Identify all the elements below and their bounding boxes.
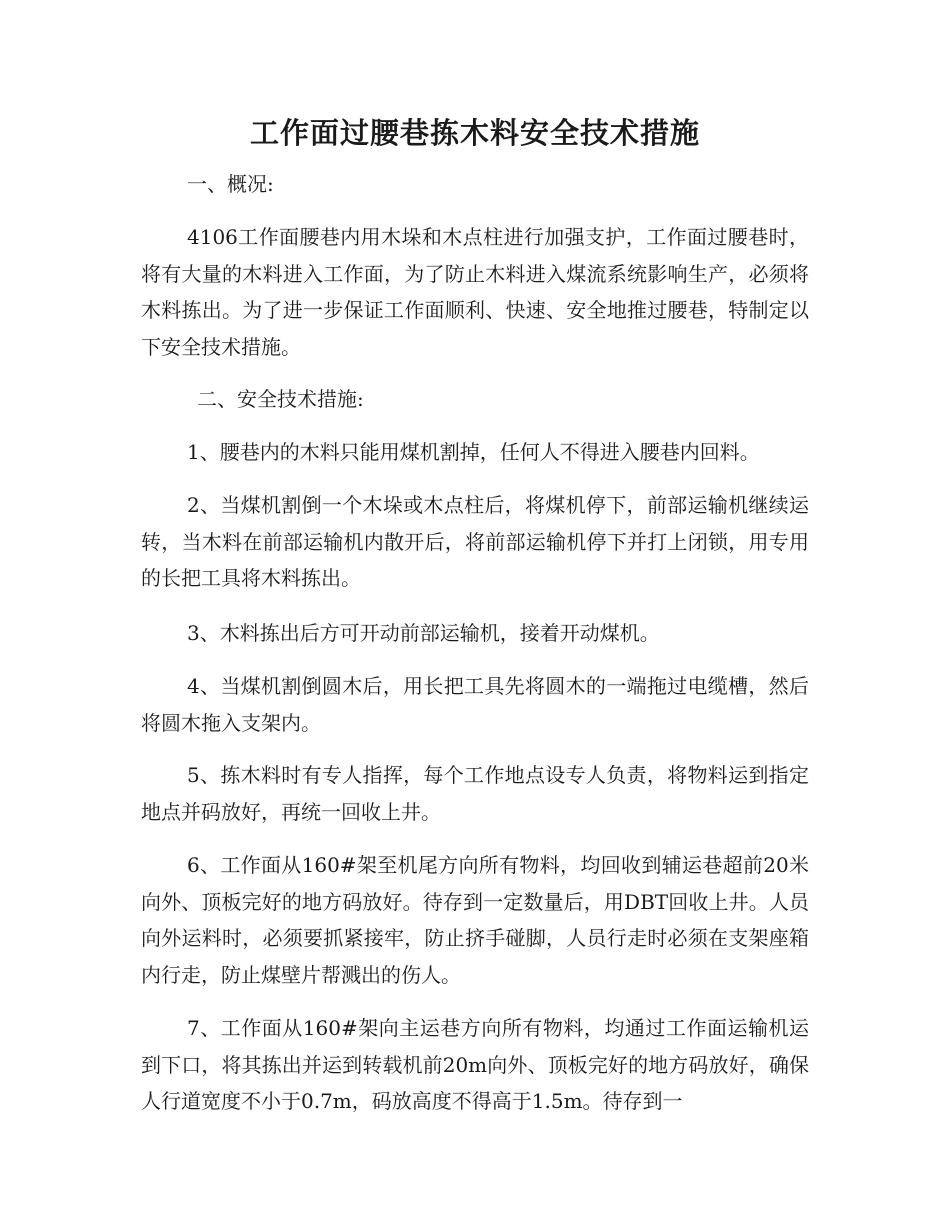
section-heading-overview: 一、概况:: [187, 172, 274, 196]
measure-item-4: 4、当煤机割倒圆木后，用长把工具先将圆木的一端拖过电缆槽，然后将圆木拖入支架内。: [141, 674, 809, 735]
measure-item-7: 7、工作面从160#架向主运巷方向所有物料，均通过工作面运输机运到下口，将其拣出并运到转载机前20m向外、顶板完好的地方码放好，确保人行道宽度不小于0.7m，码放高度不得高于1.5m。待存到一: [141, 1016, 809, 1113]
measure-item-6: 6、工作面从160#架至机尾方向所有物料，均回收到辅运巷超前20米向外、顶板完好的地方码放好。待存到一定数量后，用DBT回收上井。人员向外运料时，必须要抓紧接牢，防止挤手碰脚，人员行走时必须在支架座箱内行走，防止煤壁片帮溅出的伤人。: [141, 853, 809, 987]
measure-item-5: 5、拣木料时有专人指挥，每个工作地点设专人负责，将物料运到指定地点并码放好，再统一回收上井。: [141, 763, 809, 824]
overview-paragraph: 4106工作面腰巷内用木垛和木点柱进行加强支护，工作面过腰巷时，将有大量的木料进入工作面，为了防止木料进入煤流系统影响生产，必须将木料拣出。为了进一步保证工作面顺利、快速、安全地推过腰巷，特制定以下安全技术措施。: [141, 225, 809, 359]
document-title: 工作面过腰巷拣木料安全技术措施: [249, 116, 700, 150]
measure-item-3: 3、木料拣出后方可开动前部运输机，接着开动煤机。: [187, 621, 660, 645]
measure-item-1: 1、腰巷内的木料只能用煤机割掉，任何人不得进入腰巷内回料。: [187, 440, 760, 464]
section-heading-measures: 二、安全技术措施:: [197, 387, 364, 411]
measure-item-2: 2、当煤机割倒一个木垛或木点柱后，将煤机停下，前部运输机继续运转，当木料在前部运输机内散开后，将前部运输机停下并打上闭锁，用专用的长把工具将木料拣出。: [141, 493, 809, 590]
